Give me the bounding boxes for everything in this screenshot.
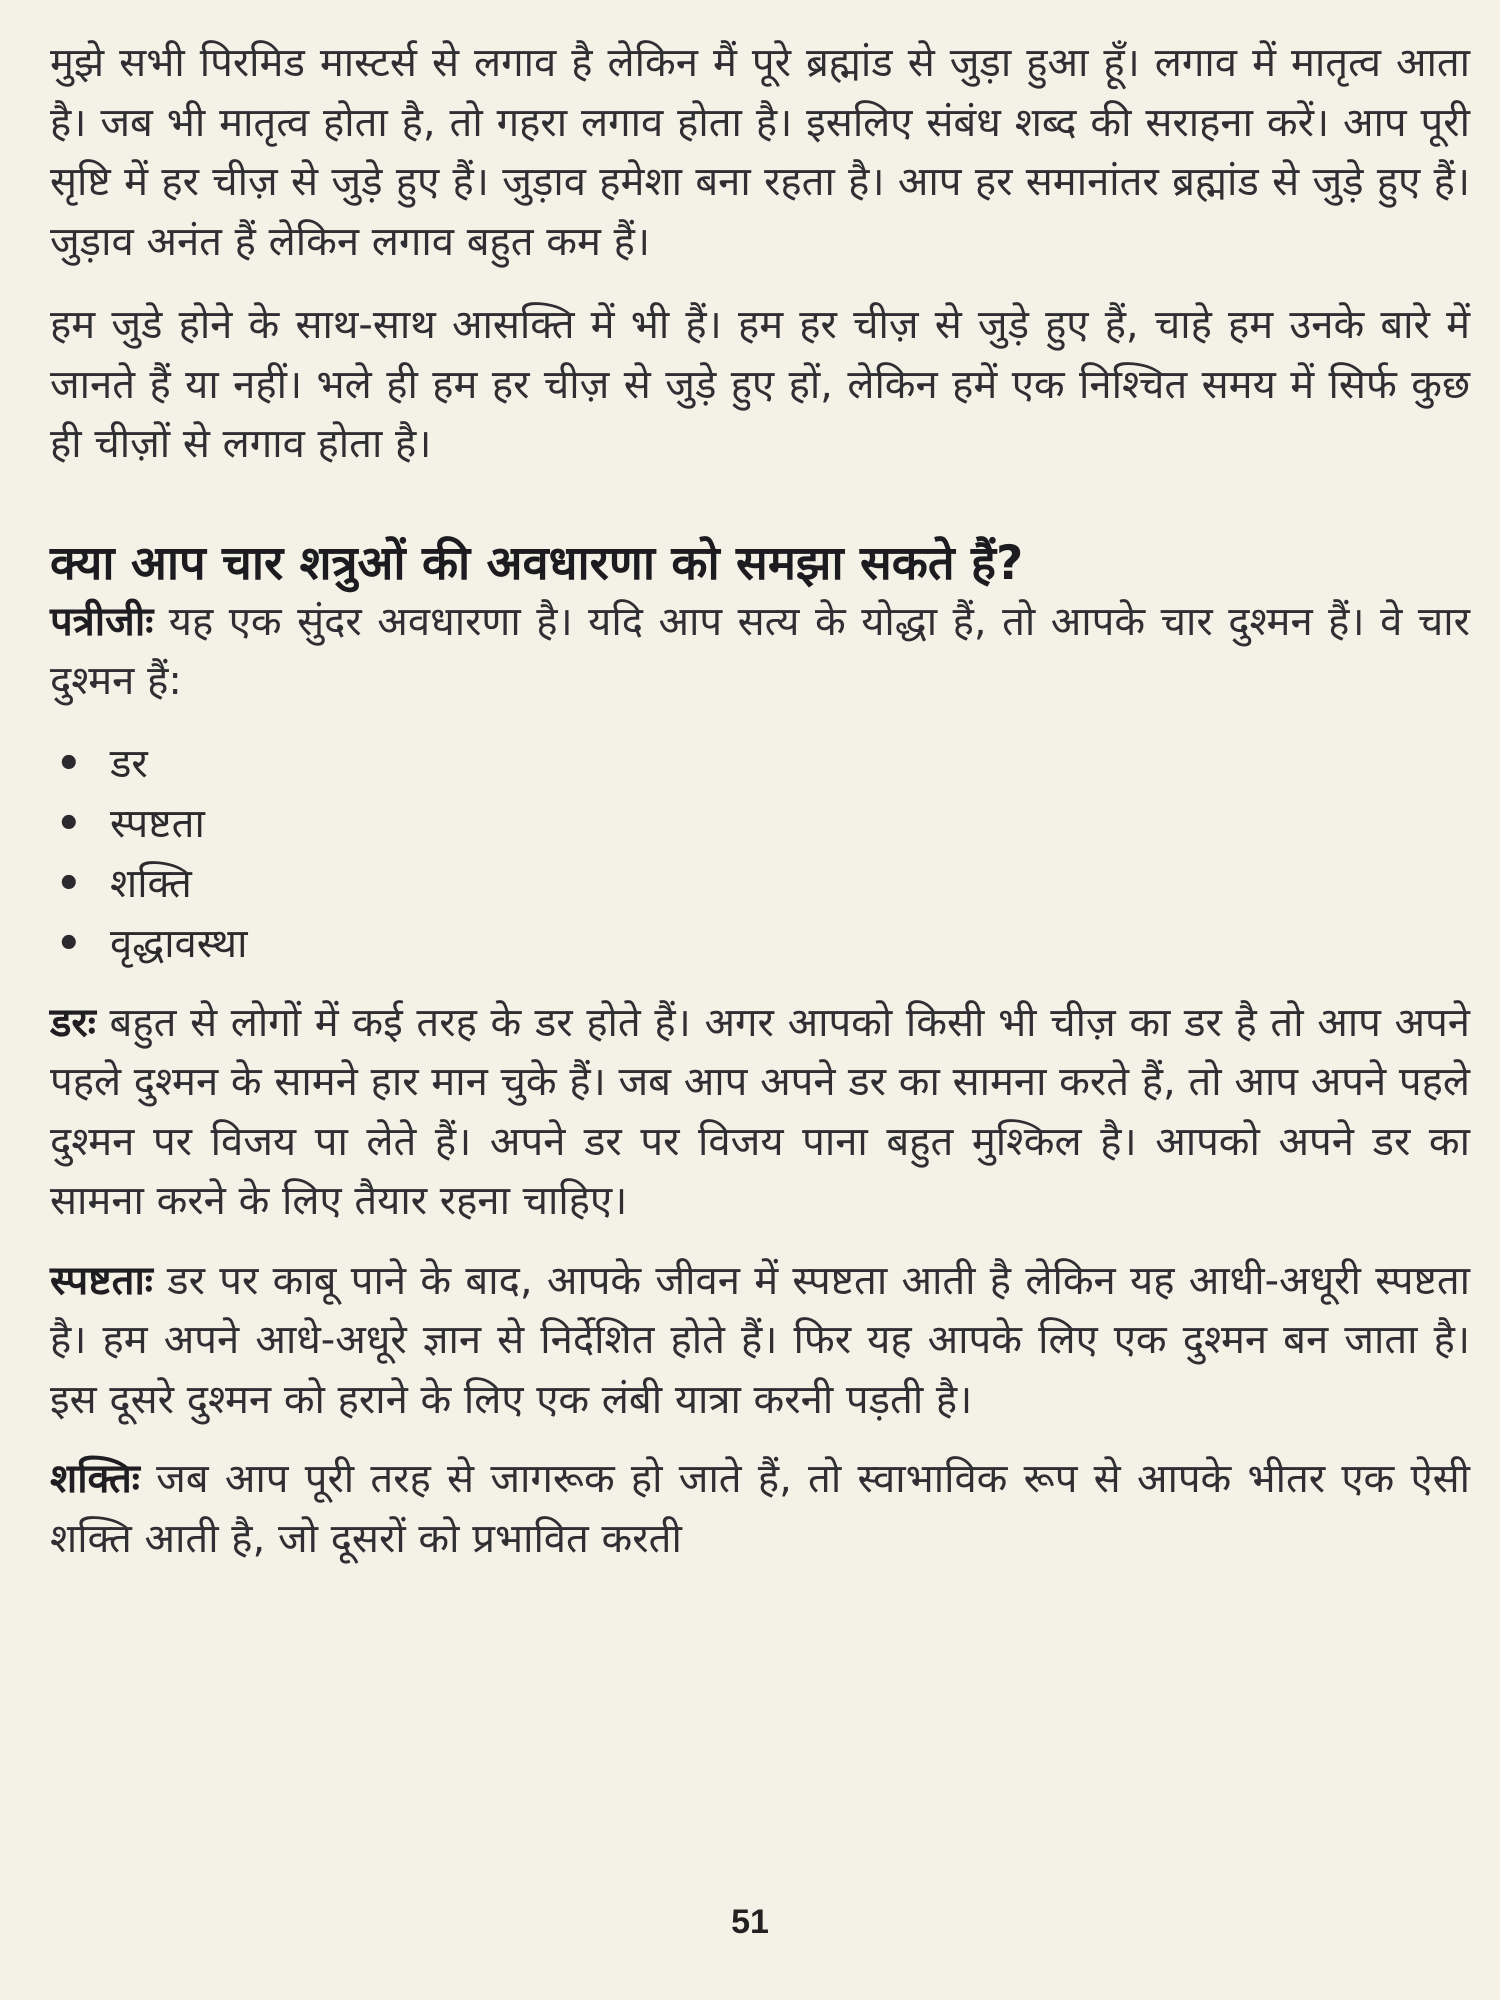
bullet-icon: • <box>56 800 82 847</box>
clarity-text: डर पर काबू पाने के बाद, आपके जीवन में स्पष्टता आती है लेकिन यह आधी-अधूरी स्पष्टता है। हम अपने आधे-अधूरे ज्ञान से निर्देशित होते हैं। फिर यह आपके लिए एक दुश्मन बन जाता है। इस दूसरे दुश्मन को हराने के लिए एक लंबी यात्रा करनी पड़ती है। <box>50 1257 1470 1423</box>
bullet-icon: • <box>56 860 82 907</box>
answer-paragraph <box>50 593 1470 712</box>
power-text: जब आप पूरी तरह से जागरूक हो जाते हैं, तो स्वाभाविक रूप से आपके भीतर एक ऐसी शक्ति आती है, जो दूसरों को प्रभावित करती <box>50 1456 1470 1562</box>
clarity-paragraph <box>50 1252 1470 1431</box>
book-page <box>50 34 1470 1569</box>
fear-paragraph <box>50 994 1470 1232</box>
question-heading: क्या आप चार शत्रुओं की अवधारणा को समझा सकते हैं? <box>50 535 1024 591</box>
list-item: • स्पष्टता <box>50 794 1470 854</box>
list-item: • डर <box>50 734 1470 794</box>
answer-text: यह एक सुंदर अवधारणा है। यदि आप सत्य के योद्धा हैं, तो आपके चार दुश्मन हैं। वे चार दुश्मन हैं: <box>50 598 1470 704</box>
list-item: • वृद्धावस्था <box>50 914 1470 974</box>
paragraph-attachment: मुझे सभी पिरमिड मास्टर्स से लगाव है लेकिन मैं पूरे ब्रह्मांड से जुड़ा हुआ हूँ। लगाव में मातृत्व आता है। जब भी मातृत्व होता है, तो गहरा लगाव होता है। इसलिए संबंध शब्द की सराहना करें। आप पूरी सृष्टि में हर चीज़ से जुड़े हुए हैं। जुड़ाव हमेशा बना रहता है। आप हर समानांतर ब्रह्मांड से जुड़े हुए हैं। जुड़ाव अनंत हैं लेकिन लगाव बहुत कम हैं। <box>50 40 1470 265</box>
paragraph-connection: हम जुडे होने के साथ-साथ आसक्ति में भी हैं। हम हर चीज़ से जुड़े हुए हैं, चाहे हम उनके बारे में जानते हैं या नहीं। भले ही हम हर चीज़ से जुड़े हुए हों, लेकिन हमें एक निश्चित समय में सिर्फ कुछ ही चीज़ों से लगाव होता है। <box>50 302 1470 467</box>
page-number: 51 <box>731 1903 769 1941</box>
bullet-icon: • <box>56 920 82 967</box>
bullet-icon: • <box>56 740 82 787</box>
power-label: शक्तिः <box>50 1456 140 1502</box>
enemies-list <box>50 734 1470 974</box>
power-paragraph <box>50 1450 1470 1569</box>
list-item: • शक्ति <box>50 854 1470 914</box>
fear-label: डरः <box>50 999 96 1046</box>
speaker-label: पत्रीजीः <box>50 598 154 645</box>
fear-text: बहुत से लोगों में कई तरह के डर होते हैं। अगर आपको किसी भी चीज़ का डर है तो आप अपने पहले दुश्मन के सामने हार मान चुके हैं। जब आप अपने डर का सामना करते हैं, तो आप अपने पहले दुश्मन पर विजय पा लेते हैं। अपने डर पर विजय पाना बहुत मुश्किल है। आपको अपने डर का सामना करने के लिए तैयार रहना चाहिए। <box>50 999 1470 1224</box>
clarity-label: स्पष्टताः <box>50 1257 153 1304</box>
